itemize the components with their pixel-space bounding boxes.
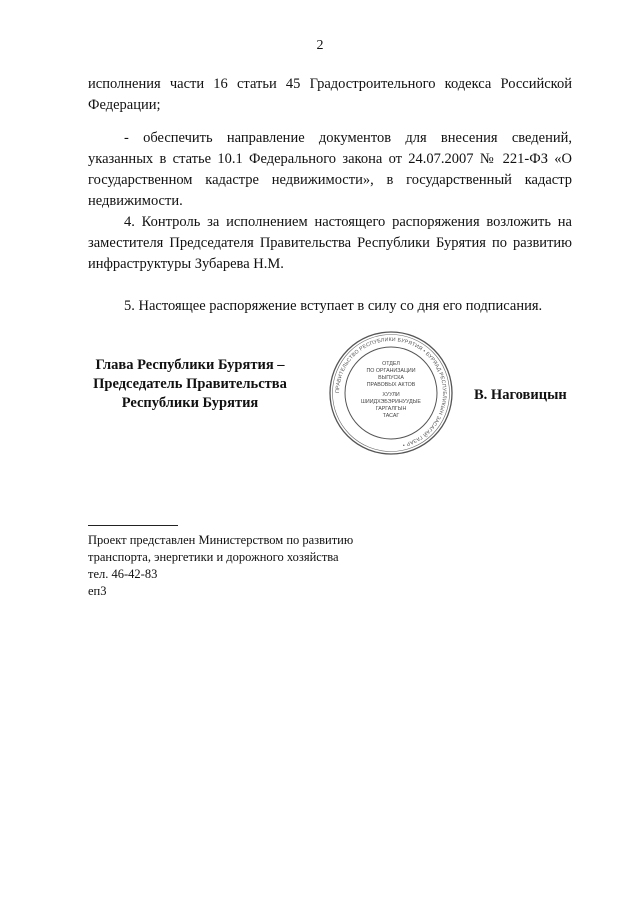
paragraph-continuation: исполнения части 16 статьи 45 Градостроительного кодекса Российской Федерации;	[88, 76, 572, 113]
signatory-title-line: Председатель Правительства	[93, 376, 287, 392]
signatory-title-line: Республики Бурятия	[121, 395, 259, 411]
footnote-line: Проект представлен Министерством по развитию	[88, 533, 354, 547]
paragraph-effective: 5. Настоящее распоряжение вступает в силу со дня его подписания.	[124, 298, 543, 314]
signatory-title-line: Глава Республики Бурятия –	[95, 357, 285, 373]
seal-ring-text: ПРАВИТЕЛЬСТВО РЕСПУБЛИКИ БУРЯТИЯ • БУРЯАД РЕСПУБЛИКЫН ЗАСАГАЙ ГАЗАР •	[334, 336, 448, 448]
footnote-divider	[88, 525, 178, 526]
footnote-line: транспорта, энергетики и дорожного хозяйства	[88, 550, 339, 564]
seal-line: ТАСАГ	[382, 413, 400, 419]
footnote-phone: тел. 46-42-83	[88, 567, 158, 581]
document-code: еп3	[88, 584, 107, 598]
paragraph-control: 4. Контроль за исполнением настоящего распоряжения возложить на заместителя Председателя Правительства Республики Бурятия по развитию инфраструктуры Зубарева Н.М.	[88, 214, 572, 272]
seal-line: ПО ОРГАНИЗАЦИИ	[366, 368, 416, 374]
seal-line: ГАРГАЛГЫН	[375, 406, 407, 412]
signatory-name: В. Наговицын	[474, 387, 567, 403]
seal-line: ВЫПУСКА	[378, 375, 404, 381]
page-number: 2	[316, 38, 324, 53]
seal-line: ХУУЛИ	[382, 392, 400, 398]
seal-line: ОТДЕЛ	[382, 361, 400, 367]
seal-line: ШИИДХЭБЭРИНУУДЫЕ	[361, 399, 421, 405]
official-seal	[328, 330, 454, 456]
seal-line: ПРАВОВЫХ АКТОВ	[366, 382, 416, 388]
footnote	[88, 532, 353, 583]
paragraph-cadastre: - обеспечить направление документов для внесения сведений, указанных в статье 10.1 Федерального закона от 24.07.2007 № 221-ФЗ «О государственном кадастре недвижимости», в государственный кадастр недвижимости.	[88, 130, 572, 209]
signatory-title	[78, 356, 302, 413]
